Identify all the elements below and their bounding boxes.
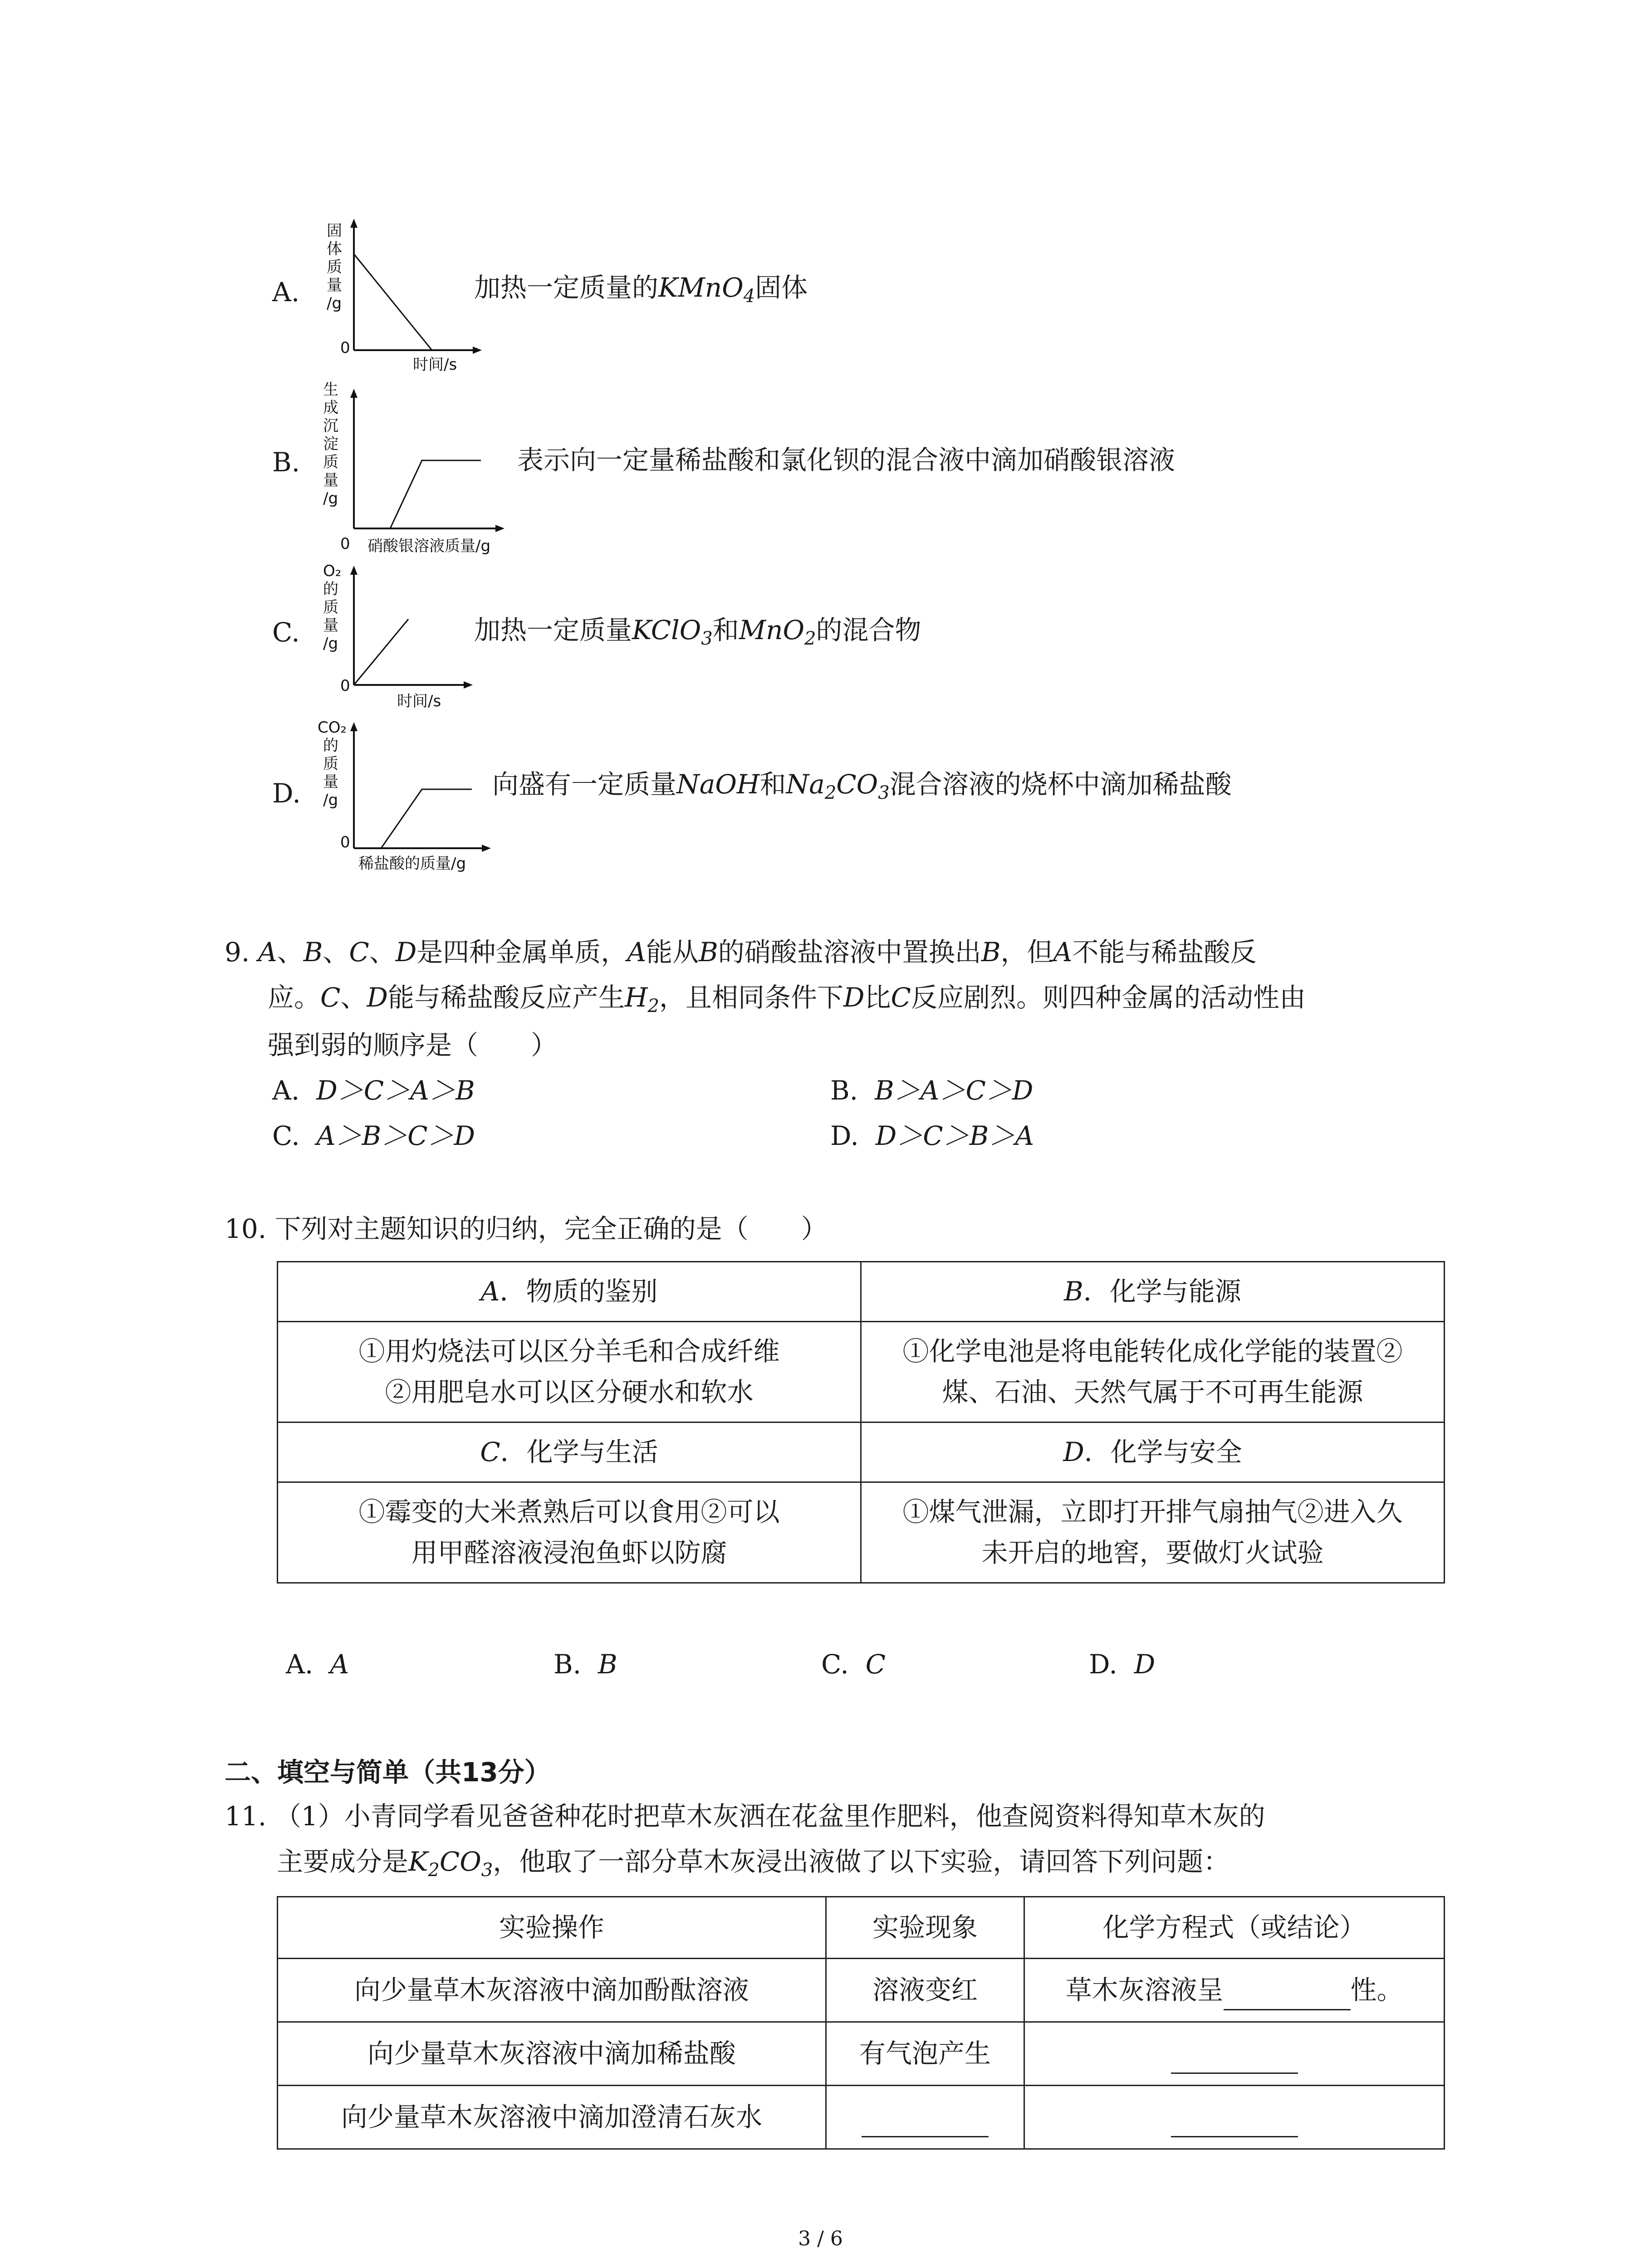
q11-row1-phenomenon: 溶液变红 bbox=[826, 1959, 1024, 2022]
q8-option-b-letter: B. bbox=[272, 447, 300, 478]
q10-cell-d-head: D．化学与安全 bbox=[861, 1422, 1445, 1482]
q10-cell-c-body: ①霉变的大米煮熟后可以食用②可以 用甲醛溶液浸泡鱼虾以防腐 bbox=[278, 1482, 861, 1583]
q8-option-a-letter: A. bbox=[272, 277, 300, 308]
q8-graph-b bbox=[313, 379, 531, 560]
q11-header-operation: 实验操作 bbox=[278, 1897, 826, 1959]
svg-text:/g: /g bbox=[323, 489, 338, 508]
q8-a-ylabel-0: 固 bbox=[327, 222, 342, 240]
page-number: 3 / 6 bbox=[798, 2227, 843, 2250]
q11-header-conclusion: 化学方程式（或结论） bbox=[1024, 1897, 1445, 1959]
q11-row3-conclusion bbox=[1024, 2086, 1445, 2149]
svg-text:/g: /g bbox=[323, 635, 338, 653]
q10-cell-c-head: C．化学与生活 bbox=[278, 1422, 861, 1482]
svg-text:O₂: O₂ bbox=[323, 562, 342, 580]
svg-text:稀盐酸的质量/g: 稀盐酸的质量/g bbox=[358, 855, 466, 873]
q11-row1-operation: 向少量草木灰溶液中滴加酚酞溶液 bbox=[278, 1959, 826, 2022]
q11-table bbox=[277, 1896, 1445, 2150]
q8-option-c-text: 加热一定质量KClO$_3$和MnO$_2$的混合物 bbox=[474, 615, 921, 649]
q9-option-a[interactable]: A. D＞C＞A＞B bbox=[272, 1075, 475, 1106]
q8-option-c-letter: C. bbox=[272, 617, 300, 648]
svg-text:量: 量 bbox=[323, 471, 338, 489]
q8-graph-c bbox=[313, 560, 490, 710]
q8-option-b-text: 表示向一定量稀盐酸和氯化钡的混合液中滴加硝酸银溶液 bbox=[517, 445, 1176, 475]
q10-option-a[interactable]: A. A bbox=[286, 1649, 349, 1680]
q10-option-b[interactable]: B. B bbox=[554, 1649, 617, 1680]
svg-text:质: 质 bbox=[323, 598, 338, 616]
q8-a-xlabel: 时间/s bbox=[413, 356, 457, 374]
svg-text:沉: 沉 bbox=[323, 417, 338, 435]
q11-row1-conclusion: 草木灰溶液呈 性。 bbox=[1024, 1959, 1445, 2022]
q8-a-yunit: /g bbox=[327, 294, 342, 313]
q11-row2-conclusion bbox=[1024, 2022, 1445, 2086]
q8-option-d-letter: D. bbox=[272, 778, 301, 809]
svg-text:时间/s: 时间/s bbox=[397, 692, 441, 710]
q8-graph-d bbox=[313, 717, 513, 880]
q9-stem-line3: 强到弱的顺序是（ ） bbox=[268, 1030, 558, 1061]
q8-a-ylabel-1: 体 bbox=[327, 240, 342, 258]
svg-text:0: 0 bbox=[340, 535, 350, 553]
svg-text:的: 的 bbox=[323, 580, 338, 598]
q10-stem: 10. 下列对主题知识的归纳，完全正确的是（ ） bbox=[225, 1213, 828, 1244]
q9-option-d[interactable]: D. D＞C＞B＞A bbox=[830, 1120, 1034, 1151]
q10-cell-b-head: B．化学与能源 bbox=[861, 1262, 1445, 1322]
svg-text:0: 0 bbox=[340, 677, 350, 695]
section-2-title: 二、填空与简单（共13分） bbox=[225, 1757, 551, 1788]
q11-row1-blank[interactable] bbox=[1224, 1986, 1351, 2010]
svg-text:0: 0 bbox=[340, 833, 350, 851]
q8-option-d-text: 向盛有一定质量NaOH和$Na_2CO_3$混合溶液的烧杯中滴加稀盐酸 bbox=[492, 769, 1232, 803]
q10-cell-d-body: ①煤气泄漏，立即打开排气扇抽气②进入久 未开启的地窖，要做灯火试验 bbox=[861, 1482, 1445, 1583]
q10-option-c[interactable]: C. C bbox=[821, 1649, 886, 1680]
q9-stem-line2: 应。C、D能与稀盐酸反应产生$H_2$，且相同条件下D比C反应剧烈。则四种金属的活动性由 bbox=[268, 982, 1306, 1017]
q8-a-curve bbox=[354, 254, 432, 350]
q11-row3-phenomenon bbox=[826, 2086, 1024, 2149]
q8-a-origin: 0 bbox=[340, 339, 350, 357]
q8-option-a-text: 加热一定质量的KMnO$_4$固体 bbox=[474, 272, 808, 307]
svg-text:硝酸银溶液质量/g: 硝酸银溶液质量/g bbox=[367, 537, 491, 555]
q10-table bbox=[277, 1261, 1445, 1584]
svg-text:质: 质 bbox=[323, 453, 338, 471]
q11-row2-phenomenon: 有气泡产生 bbox=[826, 2022, 1024, 2086]
svg-text:质: 质 bbox=[323, 755, 338, 773]
svg-text:成: 成 bbox=[323, 399, 338, 417]
q10-cell-b-body: ①化学电池是将电能转化成化学能的装置② 煤、石油、天然气属于不可再生能源 bbox=[861, 1322, 1445, 1422]
q8-a-ylabel-3: 量 bbox=[327, 276, 342, 294]
q11-row2-operation: 向少量草木灰溶液中滴加稀盐酸 bbox=[278, 2022, 826, 2086]
svg-text:生: 生 bbox=[323, 381, 338, 399]
q9-option-c[interactable]: C. A＞B＞C＞D bbox=[272, 1120, 475, 1151]
q10-cell-a-head: A．物质的鉴别 bbox=[278, 1262, 861, 1322]
q8-a-ylabel-2: 质 bbox=[327, 258, 342, 276]
svg-text:的: 的 bbox=[323, 737, 338, 755]
q8-b-curve bbox=[390, 460, 481, 528]
q9-stem-line1: 9. A、B、C、D是四种金属单质，A能从B的硝酸盐溶液中置换出B，但A不能与稀盐酸反 bbox=[225, 937, 1257, 968]
q8-d-curve bbox=[381, 789, 472, 848]
svg-text:/g: /g bbox=[323, 791, 338, 809]
svg-text:CO₂: CO₂ bbox=[318, 719, 347, 737]
q11-row3-operation: 向少量草木灰溶液中滴加澄清石灰水 bbox=[278, 2086, 826, 2149]
q11-stem-line1: 11. （1）小青同学看见爸爸种花时把草木灰洒在花盆里作肥料，他查阅资料得知草木灰的 bbox=[225, 1801, 1265, 1832]
q11-row3-phenomenon-blank[interactable] bbox=[862, 2113, 989, 2137]
q11-stem-line2: 主要成分是$K_2CO_3$，他取了一部分草木灰浸出液做了以下实验，请回答下列问题： bbox=[277, 1846, 1230, 1881]
q10-option-d[interactable]: D. D bbox=[1089, 1649, 1156, 1680]
q11-row3-blank[interactable] bbox=[1171, 2113, 1298, 2137]
q11-header-phenomenon: 实验现象 bbox=[826, 1897, 1024, 1959]
q9-option-b[interactable]: B. B＞A＞C＞D bbox=[830, 1075, 1034, 1106]
svg-text:淀: 淀 bbox=[323, 435, 338, 453]
svg-text:量: 量 bbox=[323, 773, 338, 791]
svg-text:量: 量 bbox=[323, 616, 338, 635]
q11-row2-blank[interactable] bbox=[1171, 2050, 1298, 2074]
q10-cell-a-body: ①用灼烧法可以区分羊毛和合成纤维 ②用肥皂水可以区分硬水和软水 bbox=[278, 1322, 861, 1422]
q8-c-curve bbox=[354, 619, 408, 685]
q8-graph-a bbox=[313, 218, 490, 376]
